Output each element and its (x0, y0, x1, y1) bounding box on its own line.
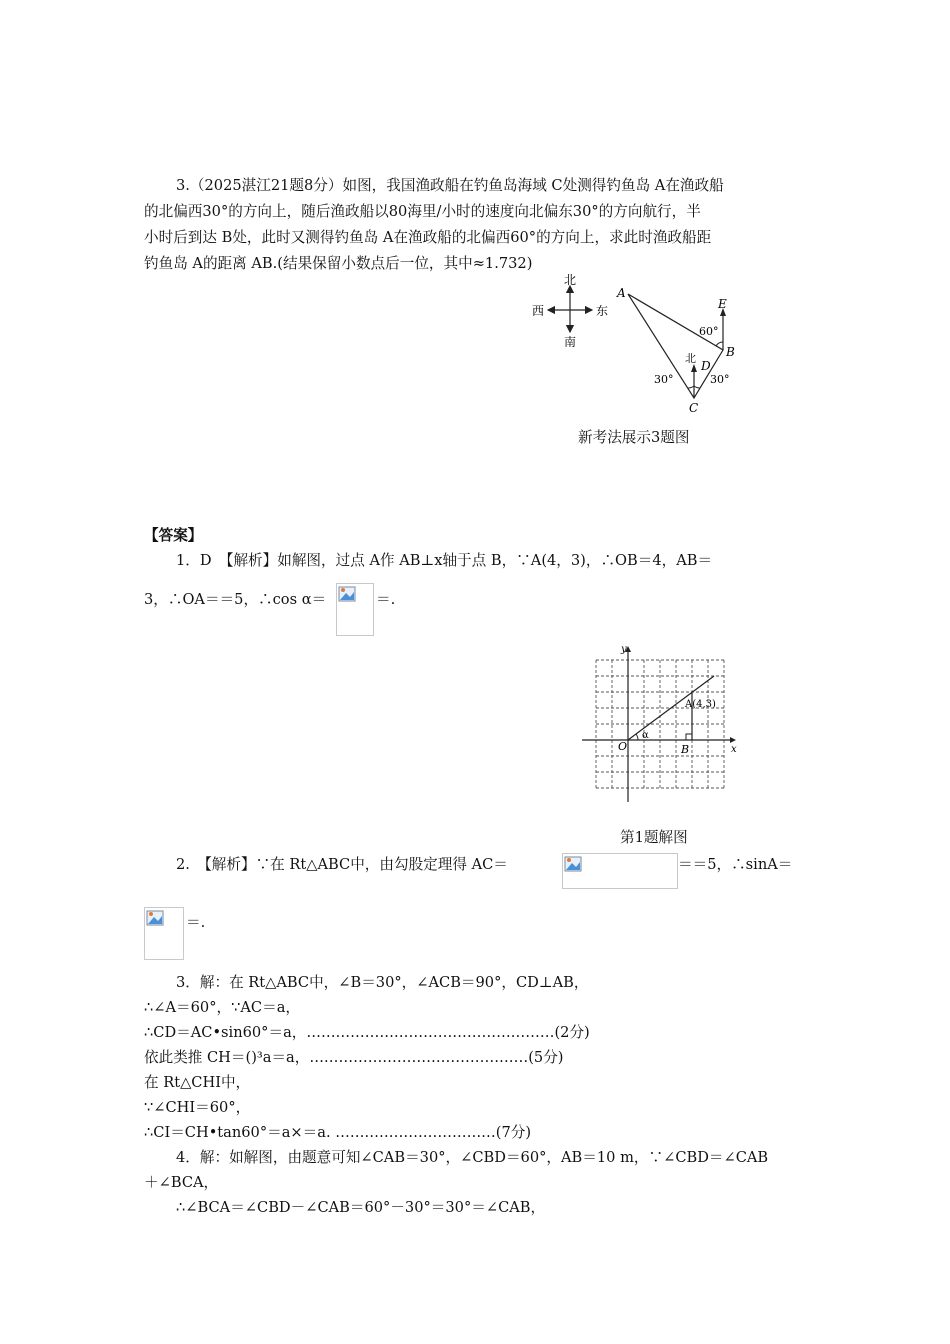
broken-image-ac (562, 853, 678, 889)
triangle-abc (628, 294, 723, 398)
answer4-line-2: ＋∠BCA， (144, 1174, 219, 1191)
problem3-figure (610, 280, 760, 420)
answer-header: 【答案】 (144, 527, 203, 544)
label-c: C (689, 401, 699, 415)
label-angle-60: 60° (699, 325, 719, 338)
answer3-line-2: ∴∠A＝60°，∵AC＝a， (144, 999, 300, 1016)
broken-image-cos (336, 583, 374, 636)
point-a-label: A(4,3) (685, 699, 716, 710)
alpha-arc (636, 734, 638, 740)
broken-image-sina (144, 907, 184, 960)
alpha-label: α (642, 730, 649, 741)
problem3-line-4: 钓鱼岛 A的距离 AB.(结果保留小数点后一位，其中≈1.732) (144, 255, 533, 272)
foot-b-label: B (681, 743, 690, 756)
north-arrowhead-c (691, 364, 697, 372)
broken-image-icon (564, 855, 582, 873)
x-label: x (731, 744, 737, 755)
answer3-line-6: ∵∠CHI＝60°， (144, 1099, 251, 1116)
y-label: y (621, 644, 627, 655)
problem3-line-1: 3.（2025湛江21题8分）如图，我国渔政船在钓鱼岛海域 C处测得钓鱼岛 A在渔政船 (176, 177, 724, 194)
broken-image-icon (146, 909, 164, 927)
answer3-line-4: 依此类推 CH＝()³a＝a，………………………………………(5分) (144, 1049, 564, 1066)
answer1-line-2 (144, 590, 326, 610)
compass-south-label: 南 (564, 335, 577, 348)
right-angle-mark (686, 734, 692, 740)
answer1-line-2-pre: 3，∴OA＝＝5，∴cos α＝ (144, 591, 327, 608)
answer3-line-5: 在 Rt△CHI中， (144, 1074, 251, 1091)
problem3-line-3: 小时后到达 B处，此时又测得钓鱼岛 A在渔政船的北偏西60°的方向上，求此时渔政船距 (144, 229, 712, 246)
problem3-line-2: 的北偏西30°的方向上，随后渔政船以80海里/小时的速度向北偏东30°的方向航行，半 (144, 203, 701, 220)
answer2-line-1-post: ＝＝5，∴sinA＝ (678, 856, 793, 873)
answer1-line-2-post: ＝. (376, 591, 396, 608)
problem3-caption: 新考法展示3题图 (578, 429, 690, 446)
label-north-c: 北 (685, 352, 696, 365)
answer3-line-7: ∴CI＝CH•tan60°＝a×＝a. ……………………………(7分) (144, 1124, 532, 1141)
angle-arc-c-right (694, 386, 700, 388)
origin-label: O (618, 740, 628, 753)
compass-diagram (528, 272, 612, 348)
answer4-line-3: ∴∠BCA＝∠CBD－∠CAB＝60°－30°＝30°＝∠CAB， (176, 1199, 546, 1216)
label-angle-30-left: 30° (654, 373, 674, 386)
x-axis-arrow (730, 737, 736, 743)
answer1-graph (580, 644, 740, 804)
graph-grid (596, 660, 726, 788)
angle-arc-b (716, 342, 723, 346)
compass-north-label: 北 (564, 273, 577, 287)
label-a: A (617, 286, 626, 300)
answer2-line-2-post: ＝. (186, 914, 206, 931)
answer2-line-1-pre: 2. 【解析】∵在 Rt△ABC中，由勾股定理得 AC＝ (176, 856, 508, 873)
compass-west-label: 西 (532, 304, 545, 318)
broken-image-icon (338, 585, 356, 603)
answer3-line-3: ∴CD＝AC•sin60°＝a，……………………………………………(2分) (144, 1024, 590, 1041)
label-d: D (701, 359, 711, 373)
label-b: B (726, 345, 735, 359)
label-e: E (718, 297, 727, 311)
label-angle-30-right: 30° (710, 373, 730, 386)
compass-east-label: 东 (596, 304, 609, 318)
answer1-caption: 第1题解图 (620, 829, 688, 846)
answer3-line-1: 3．解：在 Rt△ABC中，∠B＝30°，∠ACB＝90°，CD⊥AB， (176, 974, 589, 991)
answer1-line-1: 1．D 【解析】如解图，过点 A作 AB⊥x轴于点 B，∵A(4，3)，∴OB＝4，AB＝ (176, 552, 713, 569)
answer4-line-1: 4．解：如解图，由题意可知∠CAB＝30°，∠CBD＝60°，AB＝10 m，∵∠CBD＝∠CAB (176, 1149, 769, 1166)
angle-arc-c-left (688, 386, 694, 388)
